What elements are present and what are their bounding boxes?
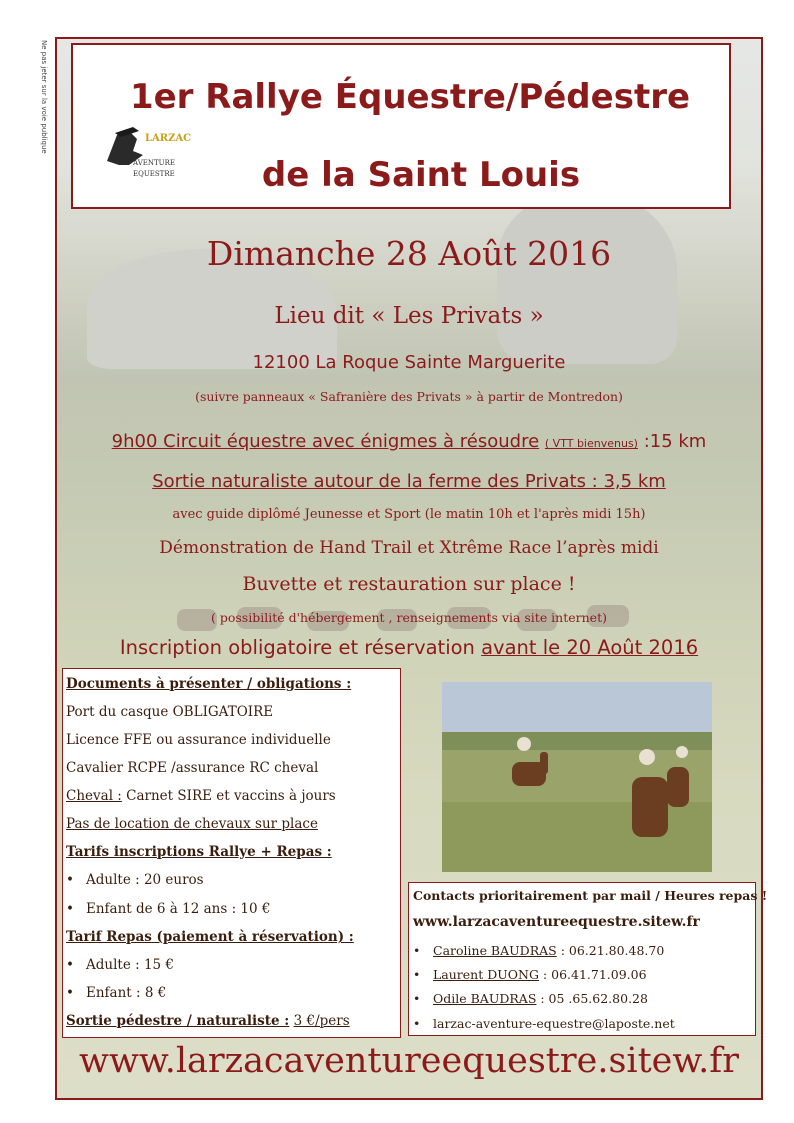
contact-email: • larzac-aventure-equestre@laposte.net	[413, 1016, 675, 1031]
horse-label: Cheval :	[66, 788, 122, 804]
riders-photo	[442, 682, 712, 872]
inscription-line	[57, 636, 761, 659]
contacts-website: www.larzacaventureequestre.sitew.fr	[413, 914, 700, 930]
hike-price	[66, 1013, 350, 1029]
contacts-title: Contacts prioritairement par mail / Heures repas !	[413, 888, 768, 903]
licence-requirement: Licence FFE ou assurance individuelle	[66, 732, 331, 748]
horse-documents	[66, 788, 336, 804]
side-note: Ne pas jeter sur la voie publique	[40, 40, 48, 154]
demo-info: Démonstration de Hand Trail et Xtrême Race l’après midi	[159, 538, 659, 558]
contact-email-text: larzac-aventure-equestre@laposte.net	[433, 1016, 675, 1031]
logo-text: LARZAC	[145, 133, 192, 144]
title-line-1: 1er Rallye Équestre/Pédestre	[129, 77, 691, 117]
meal-child: • Enfant : 8 €	[66, 985, 167, 1001]
circuit-distance: :15 km	[637, 431, 707, 452]
helmet-requirement: Port du casque OBLIGATOIRE	[66, 704, 274, 720]
contact-item: • Odile BAUDRAS : 05 .65.62.80.28	[413, 991, 648, 1006]
lodging-info: ( possibilité d'hébergement , renseignements via site internet)	[211, 610, 607, 625]
meal-child-text: Enfant : 8 €	[86, 985, 167, 1001]
documents-title: Documents à présenter / obligations :	[66, 676, 352, 692]
meal-adult-text: Adulte : 15 €	[86, 957, 175, 973]
footer-website: www.larzacaventureequestre.sitew.fr	[78, 1041, 739, 1081]
event-place: Lieu dit « Les Privats »	[274, 303, 544, 329]
rallye-tariffs-title: Tarifs inscriptions Rallye + Repas :	[66, 844, 332, 860]
logo-subtext: AVENTURE	[133, 159, 175, 167]
rider-insurance: Cavalier RCPE /assurance RC cheval	[66, 760, 319, 776]
info-box	[62, 668, 401, 1038]
circuit-line	[57, 431, 761, 452]
tariff-adult-text: Adulte : 20 euros	[86, 872, 204, 888]
circuit-text: 9h00 Circuit équestre avec énigmes à résoudre	[111, 431, 540, 452]
tariff-child-text: Enfant de 6 à 12 ans : 10 €	[86, 901, 271, 917]
no-rental: Pas de location de chevaux sur place	[66, 816, 318, 832]
poster	[55, 37, 768, 1100]
hike-price-value: 3 €/pers	[293, 1013, 350, 1029]
meal-tariffs-title: Tarif Repas (paiement à réservation) :	[66, 929, 354, 945]
contact-phone: : 05 .65.62.80.28	[536, 991, 648, 1006]
contact-name: Laurent DUONG	[433, 967, 539, 982]
contact-item: • Laurent DUONG : 06.41.71.09.06	[413, 967, 647, 982]
buvette-info: Buvette et restauration sur place !	[242, 573, 576, 595]
contacts-box	[408, 882, 768, 1036]
tariff-child: • Enfant de 6 à 12 ans : 10 €	[66, 901, 271, 917]
hike-label: Sortie pédestre / naturaliste :	[66, 1013, 290, 1029]
contact-name: Odile BAUDRAS	[433, 991, 537, 1006]
title-line-2: de la Saint Louis	[261, 155, 581, 195]
contact-item: • Caroline BAUDRAS : 06.21.80.48.70	[413, 943, 665, 958]
circuit-note: ( VTT bienvenus)	[544, 437, 638, 450]
contact-phone: : 06.21.80.48.70	[556, 943, 665, 958]
inscription-text: Inscription obligatoire et réservation	[119, 636, 475, 659]
nature-outing: Sortie naturaliste autour de la ferme des Privats : 3,5 km	[152, 471, 666, 492]
logo-subtext2: EQUESTRE	[133, 170, 175, 178]
meal-adult: • Adulte : 15 €	[66, 957, 175, 973]
horse-text: Carnet SIRE et vaccins à jours	[121, 788, 336, 804]
title-box	[71, 43, 731, 209]
guide-info: avec guide diplômé Jeunesse et Sport (le matin 10h et l'après midi 15h)	[172, 507, 646, 522]
event-directions: (suivre panneaux « Safranière des Privats » à partir de Montredon)	[195, 389, 623, 404]
contact-name: Caroline BAUDRAS	[433, 943, 557, 958]
event-address: 12100 La Roque Sainte Marguerite	[252, 352, 566, 373]
tariff-adult: • Adulte : 20 euros	[66, 872, 204, 888]
inscription-deadline: avant le 20 Août 2016	[481, 636, 699, 659]
event-date: Dimanche 28 Août 2016	[206, 234, 612, 273]
contact-phone: : 06.41.71.09.06	[538, 967, 647, 982]
